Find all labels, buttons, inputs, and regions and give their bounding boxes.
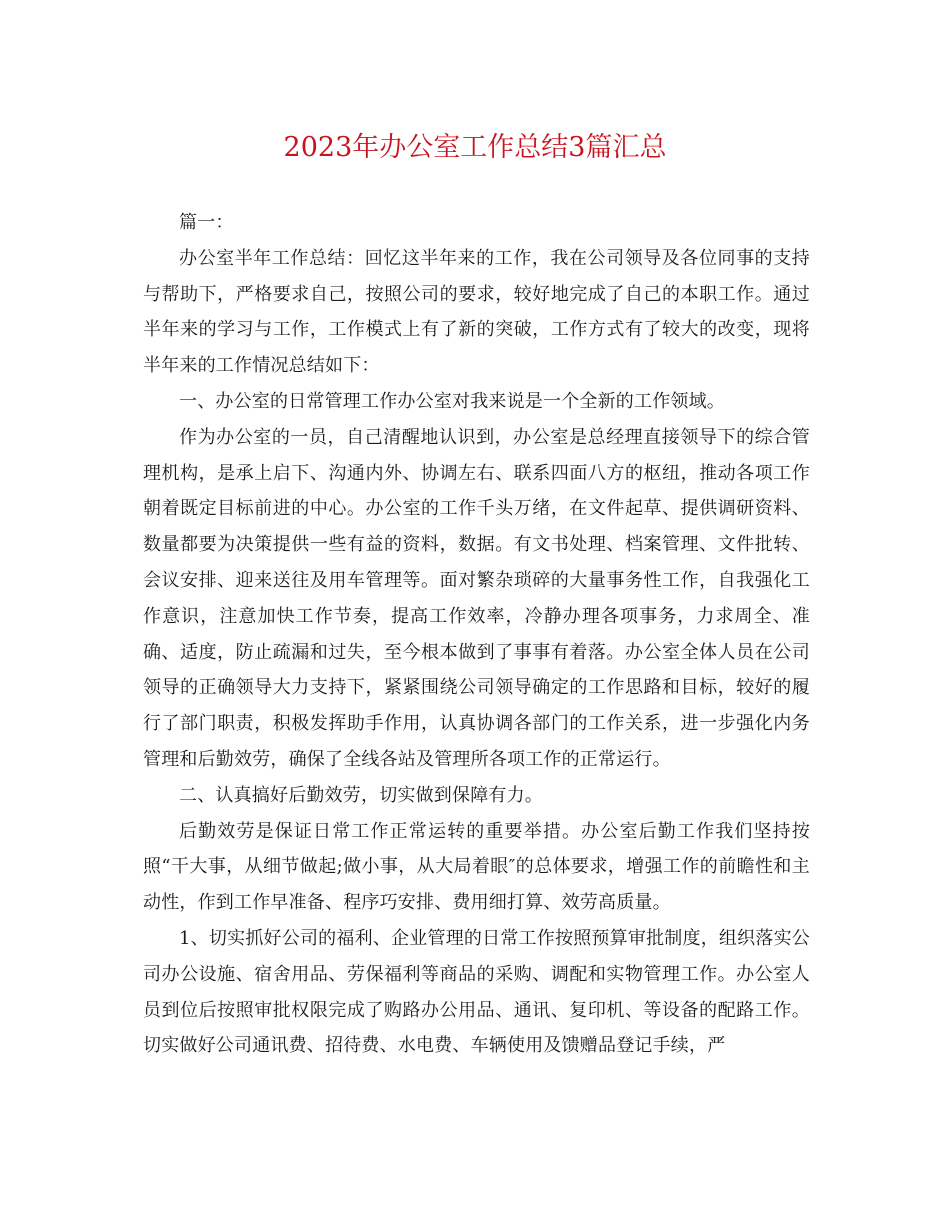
section-heading-2: 二、认真搞好后勤效劳，切实做到保障有力。: [179, 784, 543, 806]
document-title: 2023年办公室工作总结3篇汇总: [283, 132, 667, 163]
body-paragraph: 后勤效劳是保证日常工作正常运转的重要举措。办公室后勤工作我们坚持按照“干大事，从细节做起;做小事，从大局着眼″的总体要求，增强工作的前瞻性和主动性，作到工作早准备、程序巧安排、费用细打算、效劳高质量。: [143, 820, 810, 914]
document-body: [143, 205, 810, 1064]
section-label: 篇一：: [179, 212, 234, 233]
intro-paragraph: 办公室半年工作总结：回忆这半年来的工作，我在公司领导及各位同事的支持与帮助下，严格要求自己，按照公司的要求，较好地完成了自己的本职工作。通过半年来的学习与工作，工作模式上有了新的突破，工作方式有了较大的改变，现将半年来的工作情况总结如下：: [143, 247, 810, 377]
body-paragraph: 作为办公室的一员，自己清醒地认识到，办公室是总经理直接领导下的综合管理机构，是承上启下、沟通内外、协调左右、联系四面八方的枢纽，推动各项工作朝着既定目标前进的中心。办公室的工作千头万绪，在文件起草、提供调研资料、数量都要为决策提供一些有益的资料，数据。有文书处理、档案管理、文件批转、会议安排、迎来送往及用车管理等。面对繁杂琐碎的大量事务性工作，自我强化工作意识，注意加快工作节奏，提高工作效率，冷静办理各项事务，力求周全、准确、适度，防止疏漏和过失，至今根本做到了事事有着落。办公室全体人员在公司领导的正确领导大力支持下，紧紧围绕公司领导确定的工作思路和目标，较好的履行了部门职责，积极发挥助手作用，认真协调各部门的工作关系，进一步强化内务管理和后勤效劳，确保了全线各站及管理所各项工作的正常运行。: [143, 426, 810, 770]
body-paragraph: 1、切实抓好公司的福利、企业管理的日常工作按照预算审批制度，组织落实公司办公设施、宿舍用品、劳保福利等商品的采购、调配和实物管理工作。办公室人员到位后按照审批权限完成了购路办公用品、通讯、复印机、等设备的配路工作。切实做好公司通讯费、招待费、水电费、车辆使用及馈赠品登记手续，严: [143, 927, 810, 1057]
section-heading-1: 一、办公室的日常管理工作办公室对我来说是一个全新的工作领域。: [179, 390, 725, 412]
